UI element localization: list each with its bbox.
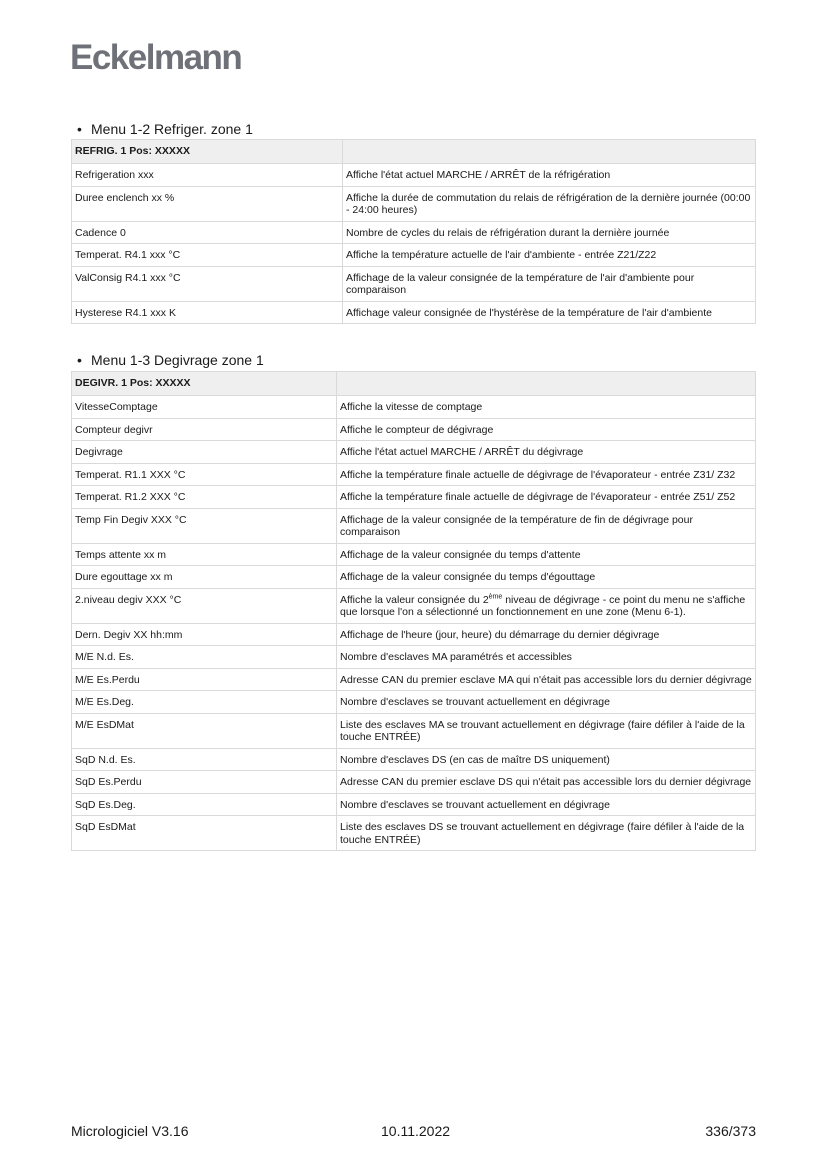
bullet-icon: • [77,352,82,368]
parameter-name-cell: Compteur degivr [72,418,337,441]
table-row [72,186,756,221]
parameter-name-cell: M/E Es.Deg. [72,691,337,714]
parameter-name-cell: ValConsig R4.1 xxx °C [72,266,343,301]
table-header-cell: DEGIVR. 1 Pos: XXXXX [72,372,337,396]
description-cell: Affichage valeur consignée de l'hystérèse de la température de l'air d'ambiente [343,301,756,324]
description-cell: Affiche le compteur de dégivrage [337,418,756,441]
table-header-row [72,372,756,396]
description-cell: Liste des esclaves DS se trouvant actuellement en dégivrage (faire défiler à l'aide de la touche ENTRÉE) [337,816,756,851]
description-cell: Affiche la température finale actuelle de dégivrage de l'évaporateur - entrée Z31/ Z32 [337,463,756,486]
description-cell: Affichage de la valeur consignée du temps d'attente [337,543,756,566]
table-header-row [72,140,756,164]
section-title-text: Menu 1-3 Degivrage zone 1 [91,352,264,368]
description-cell: Liste des esclaves MA se trouvant actuellement en dégivrage (faire défiler à l'aide de la touche ENTRÉE) [337,713,756,748]
table-header-cell-empty [337,372,756,396]
description-cell: Affiche l'état actuel MARCHE / ARRÊT du dégivrage [337,441,756,464]
description-cell: Nombre d'esclaves MA paramétrés et accessibles [337,646,756,669]
table-row [72,441,756,464]
table-row [72,486,756,509]
footer-page-number: 336/373 [705,1123,756,1139]
table-row [72,164,756,187]
superscript-text: ème [488,593,503,600]
table-row [72,816,756,851]
table-row [72,543,756,566]
parameter-name-cell: Temps attente xx m [72,543,337,566]
parameter-name-cell: M/E Es.Perdu [72,668,337,691]
table-header-cell-empty [343,140,756,164]
table-row [72,266,756,301]
description-cell: Adresse CAN du premier esclave DS qui n'était pas accessible lors du dernier dégivrage [337,771,756,794]
description-cell: Affichage de la valeur consignée du temps d'égouttage [337,566,756,589]
footer-date: 10.11.2022 [381,1123,451,1139]
footer-firmware: Micrologiciel V3.16 [71,1123,189,1139]
parameter-name-cell: Temperat. R1.2 XXX °C [72,486,337,509]
parameter-name-cell: SqD Es.Perdu [72,771,337,794]
table-row [72,566,756,589]
table-row [72,418,756,441]
table-row [72,301,756,324]
table-row [72,646,756,669]
bullet-icon: • [77,121,82,137]
parameter-name-cell: Temp Fin Degiv XXX °C [72,508,337,543]
description-cell: Affiche l'état actuel MARCHE / ARRÊT de la réfrigération [343,164,756,187]
parameter-name-cell: Dure egouttage xx m [72,566,337,589]
table-row [72,244,756,267]
description-cell [337,588,756,623]
refriger-table [71,139,756,324]
parameter-name-cell: Temperat. R4.1 xxx °C [72,244,343,267]
description-text: niveau de dégivrage - ce point du menu ne s'affiche que lorsque l'on a sélectionné un fonctionnement en une zone (Menu 6-1). [340,593,746,618]
parameter-name-cell: M/E N.d. Es. [72,646,337,669]
table-header-cell: REFRIG. 1 Pos: XXXXX [72,140,343,164]
description-cell: Affichage de la valeur consignée de la température de l'air d'ambiente pour comparaison [343,266,756,301]
table-row [72,793,756,816]
table-row [72,623,756,646]
parameter-name-cell: Duree enclench xx % [72,186,343,221]
description-cell: Affiche la température actuelle de l'air d'ambiente - entrée Z21/Z22 [343,244,756,267]
description-cell: Nombre d'esclaves se trouvant actuellement en dégivrage [337,793,756,816]
description-cell: Adresse CAN du premier esclave MA qui n'était pas accessible lors du dernier dégivrage [337,668,756,691]
parameter-name-cell: SqD EsDMat [72,816,337,851]
description-text: Affiche la valeur consignée du 2 [340,593,489,606]
parameter-name-cell: 2.niveau degiv XXX °C [72,588,337,623]
parameter-name-cell: Dern. Degiv XX hh:mm [72,623,337,646]
parameter-name-cell: SqD N.d. Es. [72,748,337,771]
description-cell: Affiche la durée de commutation du relais de réfrigération de la dernière journée (00:00 - 24:00 heures) [343,186,756,221]
section-title-text: Menu 1-2 Refriger. zone 1 [91,121,253,137]
table-row [72,713,756,748]
section-title-menu-1-2 [77,121,253,137]
description-cell: Affichage de la valeur consignée de la température de fin de dégivrage pour comparaison [337,508,756,543]
description-cell: Nombre de cycles du relais de réfrigération durant la dernière journée [343,221,756,244]
description-cell: Affiche la vitesse de comptage [337,396,756,419]
parameter-name-cell: SqD Es.Deg. [72,793,337,816]
table-row [72,771,756,794]
table-row [72,508,756,543]
description-cell: Nombre d'esclaves DS (en cas de maître DS uniquement) [337,748,756,771]
parameter-name-cell: Hysterese R4.1 xxx K [72,301,343,324]
parameter-name-cell: VitesseComptage [72,396,337,419]
table-row [72,691,756,714]
parameter-name-cell: Refrigeration xxx [72,164,343,187]
description-cell: Nombre d'esclaves se trouvant actuellement en dégivrage [337,691,756,714]
description-cell: Affiche la température finale actuelle de dégivrage de l'évaporateur - entrée Z51/ Z52 [337,486,756,509]
eckelmann-logo: Eckelmann [70,38,242,77]
parameter-name-cell: Temperat. R1.1 XXX °C [72,463,337,486]
parameter-name-cell: Cadence 0 [72,221,343,244]
table-row [72,396,756,419]
table-row [72,668,756,691]
table-row [72,463,756,486]
parameter-name-cell: M/E EsDMat [72,713,337,748]
table-row [72,588,756,623]
description-cell: Affichage de l'heure (jour, heure) du démarrage du dernier dégivrage [337,623,756,646]
parameter-name-cell: Degivrage [72,441,337,464]
table-row [72,748,756,771]
degivrage-table [71,371,756,851]
table-row [72,221,756,244]
section-title-menu-1-3 [77,352,264,368]
